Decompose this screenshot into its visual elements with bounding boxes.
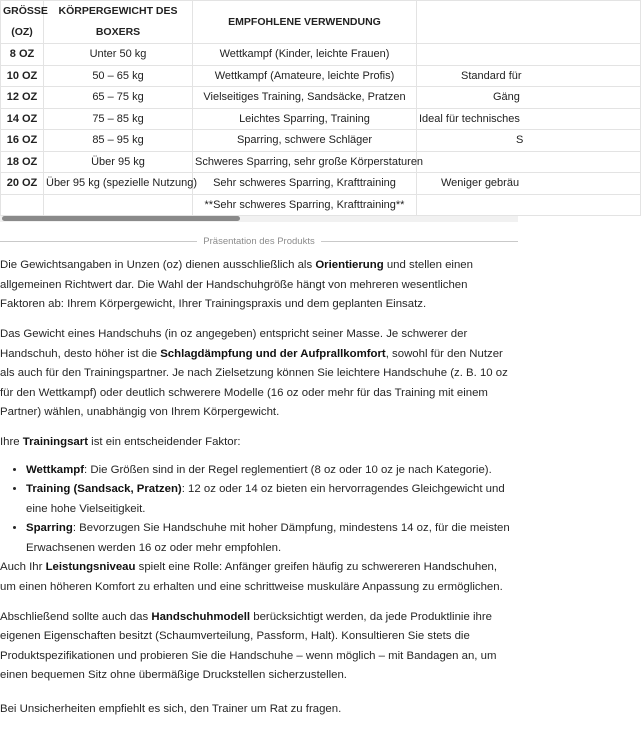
paragraph-level: Auch Ihr Leistungsniveau spielt eine Rolle: Anfänger greifen häufig zu schwereren Handschuhen, um einen höheren Komfort zu erhalten und eine schrittweise muskuläre Anpassung zu ermöglichen.	[0, 561, 503, 593]
divider-label: Präsentation des Produkts	[203, 235, 315, 247]
header-usage: EMPFOHLENE VERWENDUNG	[193, 1, 417, 44]
cell-weight	[44, 194, 193, 216]
table-row	[1, 130, 641, 152]
cell-weight: Unter 50 kg	[44, 44, 193, 66]
size-table-container[interactable]	[0, 0, 524, 224]
cell-size: 18 OZ	[1, 151, 44, 173]
table-row	[1, 108, 641, 130]
divider-line-right	[321, 241, 518, 242]
cell-weight: 65 – 75 kg	[44, 87, 193, 109]
training-type-list	[0, 461, 514, 559]
cell-weight: 50 – 65 kg	[44, 65, 193, 87]
table-header-row	[1, 1, 641, 44]
cell-weight: 85 – 95 kg	[44, 130, 193, 152]
cell-usage: Sehr schweres Sparring, Krafttraining	[193, 173, 417, 195]
divider-line-left	[0, 241, 197, 242]
product-description	[0, 256, 514, 730]
cell-usage: Schweres Sparring, sehr große Körperstaturen	[193, 151, 417, 173]
cell-extra: Gäng	[417, 87, 641, 109]
horizontal-scrollbar[interactable]	[0, 216, 518, 222]
cell-usage: Wettkampf (Amateure, leichte Profis)	[193, 65, 417, 87]
table-row	[1, 87, 641, 109]
cell-extra	[417, 194, 641, 216]
cell-usage: Vielseitiges Training, Sandsäcke, Pratzen	[193, 87, 417, 109]
paragraph-orientation: Die Gewichtsangaben in Unzen (oz) dienen ausschließlich als Orientierung und stellen einen allgemeinen Richtwert dar. Die Wahl der Handschuhgröße hängt von mehreren wesentlichen Faktoren ab: Ihrem Körpergewicht, Ihrer Trainingspraxis und dem geplanten Einsatz.	[0, 259, 473, 310]
header-size: GRÖSSE (OZ)	[1, 1, 44, 44]
scrollbar-thumb[interactable]	[2, 216, 240, 221]
section-divider	[0, 234, 518, 248]
paragraph-advice: Bei Unsicherheiten empfiehlt es sich, den Trainer um Rat zu fragen.	[0, 702, 342, 715]
cell-extra: Standard für	[417, 65, 641, 87]
cell-usage: Sparring, schwere Schläger	[193, 130, 417, 152]
cell-size: 8 OZ	[1, 44, 44, 66]
cell-extra	[417, 44, 641, 66]
table-row	[1, 65, 641, 87]
cell-weight: Über 95 kg (spezielle Nutzung)	[44, 173, 193, 195]
paragraph-model: Abschließend sollte auch das Handschuhmodell berücksichtigt werden, da jede Produktlinie ihre eigenen Eigenschaften besitzt (Schaumverteilung, Passform, Halt). Konsultieren Sie stets die Produktspezifikationen und probieren Sie die Handschuhe – wenn möglich – mit Bandagen an, um einen bequemen Sitz ohne übermäßige Druckstellen sicherzustellen.	[0, 610, 497, 681]
cell-weight: 75 – 85 kg	[44, 108, 193, 130]
size-table	[0, 0, 641, 216]
table-row	[1, 44, 641, 66]
table-row	[1, 151, 641, 173]
cell-extra	[417, 151, 641, 173]
cell-size: 20 OZ	[1, 173, 44, 195]
header-extra	[417, 1, 641, 44]
list-item: • Wettkampf: Die Größen sind in der Regel reglementiert (8 oz oder 10 oz je nach Kategorie).	[26, 461, 514, 481]
table-row	[1, 173, 641, 195]
list-item: • Sparring: Bevorzugen Sie Handschuhe mit hoher Dämpfung, mindestens 14 oz, für die meisten Erwachsenen werden 16 oz oder mehr empfohlen.	[26, 519, 514, 558]
cell-weight: Über 95 kg	[44, 151, 193, 173]
cell-size: 10 OZ	[1, 65, 44, 87]
cell-size	[1, 194, 44, 216]
cell-size: 16 OZ	[1, 130, 44, 152]
cell-usage: **Sehr schweres Sparring, Krafttraining**	[193, 194, 417, 216]
table-row	[1, 194, 641, 216]
cell-size: 14 OZ	[1, 108, 44, 130]
paragraph-training-type: Ihre Trainingsart ist ein entscheidender Faktor:	[0, 436, 241, 448]
cell-extra: Weniger gebräu	[417, 173, 641, 195]
cell-usage: Wettkampf (Kinder, leichte Frauen)	[193, 44, 417, 66]
cell-usage: Leichtes Sparring, Training	[193, 108, 417, 130]
cell-size: 12 OZ	[1, 87, 44, 109]
header-weight: KÖRPERGEWICHT DES BOXERS	[44, 1, 193, 44]
cell-extra: Ideal für technisches	[417, 108, 641, 130]
list-item: • Training (Sandsack, Pratzen): 12 oz oder 14 oz bieten ein hervorragendes Gleichgewicht und eine hohe Vielseitigkeit.	[26, 480, 514, 519]
paragraph-weight: Das Gewicht eines Handschuhs (in oz angegeben) entspricht seiner Masse. Je schwerer der Handschuh, desto höher ist die Schlagdämpfung und der Aufprallkomfort, sowohl für den Nutzer als auch für den Trainingspartner. Je nach Zielsetzung können Sie leichtere Handschuhe (z. B. 10 oz für den Wettkampf) oder deutlich schwerere Modelle (16 oz oder mehr für das Training mit einem Partner) wählen, unabhängig von Ihrem Körpergewicht.	[0, 328, 508, 418]
cell-extra: S	[417, 130, 641, 152]
